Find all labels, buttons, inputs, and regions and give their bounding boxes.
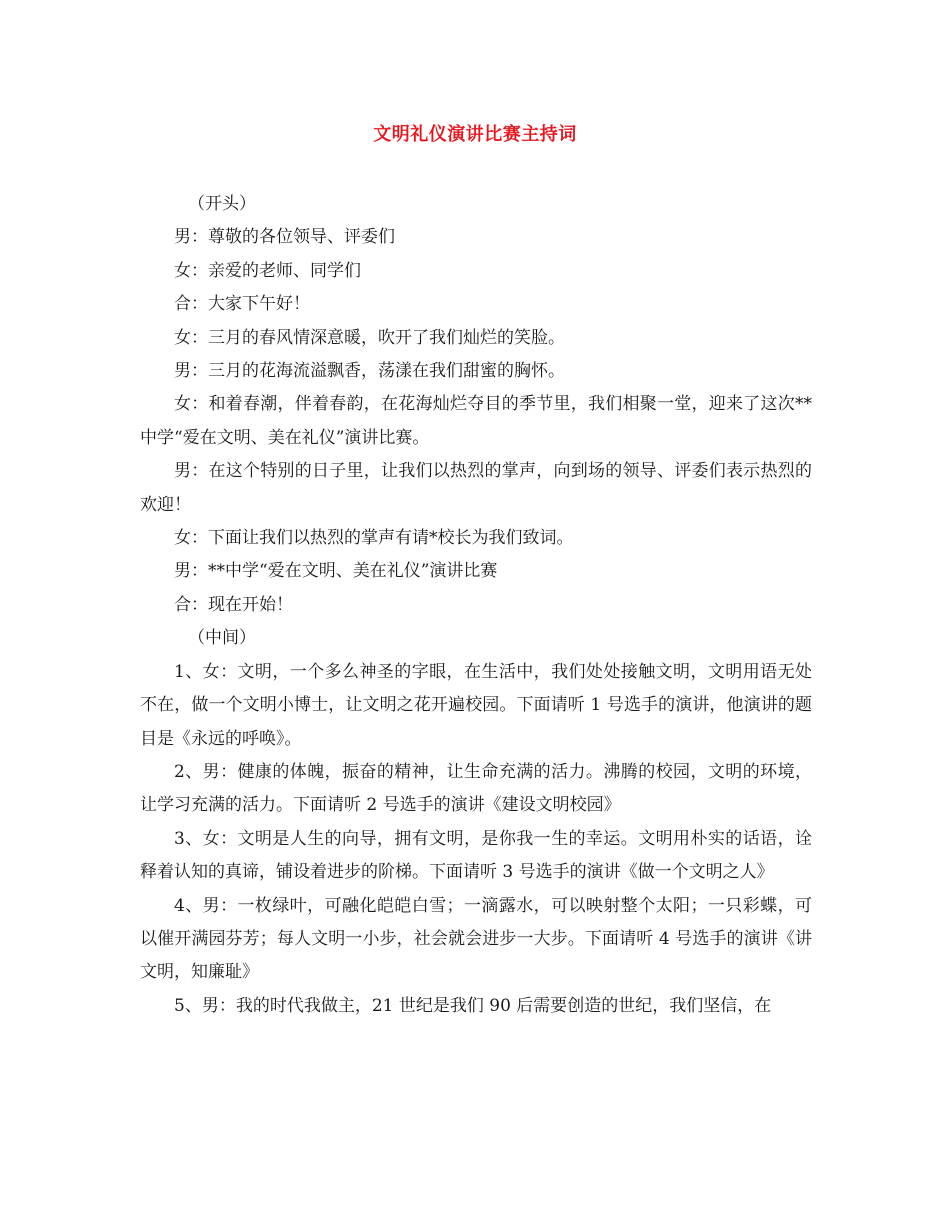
- script-line: 男：**中学“爱在文明、美在礼仪”演讲比赛: [174, 561, 498, 582]
- script-line: 男：尊敬的各位领导、评委们: [174, 227, 395, 248]
- script-line: 4、男：一枚绿叶，可融化皑皑白雪；一滴露水，可以映射整个太阳；一只彩蝶，可以催开满园芬芳；每人文明一小步，社会就会进步一大步。下面请听 4 号选手的演讲《讲文明，知廉耻》: [140, 895, 812, 983]
- document-body: [140, 188, 812, 1023]
- script-line: 女：和着春潮，伴着春韵，在花海灿烂夺目的季节里，我们相聚一堂，迎来了这次**中学“爱在文明、美在礼仪”演讲比赛。: [140, 394, 812, 448]
- document-title: 文明礼仪演讲比赛主持词: [373, 124, 577, 145]
- section-heading-opening: （开头）: [188, 194, 256, 214]
- script-line: 1、女：文明，一个多么神圣的字眼，在生活中，我们处处接触文明，文明用语无处不在，做一个文明小博士，让文明之花开遍校园。下面请听 1 号选手的演讲，他演讲的题目是《永远的呼唤》。: [140, 661, 812, 749]
- script-line: 女：下面让我们以热烈的掌声有请*校长为我们致词。: [174, 528, 574, 549]
- script-line: 2、男：健康的体魄，振奋的精神，让生命充满的活力。沸腾的校园，文明的环境，让学习充满的活力。下面请听 2 号选手的演讲《建设文明校园》: [140, 761, 812, 816]
- script-line: 合：大家下午好！: [174, 294, 310, 315]
- script-line: 女：亲爱的老师、同学们: [174, 260, 361, 281]
- section-heading-middle: （中间）: [188, 628, 256, 649]
- script-line: 合：现在开始！: [174, 594, 293, 615]
- script-line: 男：在这个特别的日子里，让我们以热烈的掌声，向到场的领导、评委们表示热烈的欢迎！: [140, 461, 812, 515]
- script-line: 女：三月的春风情深意暖，吹开了我们灿烂的笑脸。: [174, 327, 565, 348]
- script-line: 男：三月的花海流溢飘香，荡漾在我们甜蜜的胸怀。: [174, 361, 565, 382]
- script-line: 3、女：文明是人生的向导，拥有文明，是你我一生的幸运。文明用朴实的话语，诠释着认知的真谛，铺设着进步的阶梯。下面请听 3 号选手的演讲《做一个文明之人》: [140, 828, 812, 883]
- script-line: 5、男：我的时代我做主，21 世纪是我们 90 后需要创造的世纪，我们坚信，在: [174, 995, 772, 1016]
